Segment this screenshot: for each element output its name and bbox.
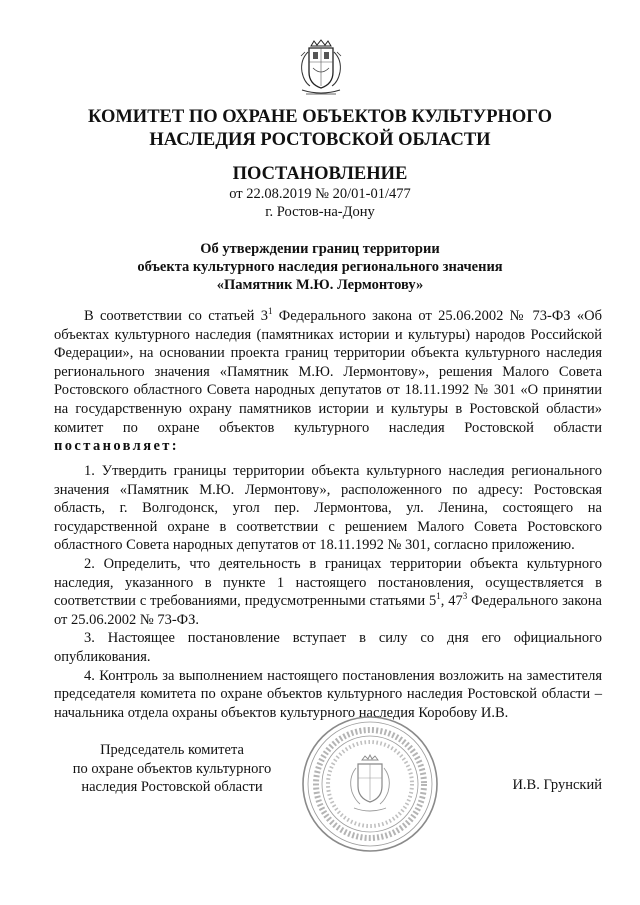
preamble	[54, 307, 602, 456]
subject-line2: объекта культурного наследия регионального значения	[137, 259, 503, 275]
item2-superscript-1: 1	[436, 591, 441, 602]
item2-text-c: Федерального закона от 25.06.2002 № 73-ФЗ.	[54, 593, 602, 628]
document-meta	[0, 185, 640, 221]
preamble-text-main: Федерального закона от 25.06.2002 № 73-ФЗ «Об объектах культурного наследия (памятниках истории и культуры) народов Российской Федерации», на основании проекта границ территории объекта культурного наследия регионального значения «Памятник М.Ю. Лермонтову», решения Малого Совета Ростовского областного Совета народных депутатов от 18.11.1992 № 301 «О принятии на государственную охрану памятников истории и культуры в Ростовской области» комитет по охране объектов культурного наследия Ростовской области	[54, 308, 602, 436]
preamble-superscript: 1	[267, 306, 273, 317]
signatory-name: И.В. Грунский	[512, 777, 602, 793]
signatory-position-line3: наследия Ростовской области	[81, 779, 263, 796]
organization-name	[0, 106, 640, 152]
resolves-word: постановляет:	[54, 438, 180, 455]
rostov-oblast-coat-of-arms-icon	[296, 38, 346, 100]
subject-line1: Об утверждении границ территории	[200, 241, 440, 257]
decree-items	[54, 462, 602, 722]
decree-item-4: 4. Контроль за выполнением настоящего постановления возложить на заместителя председателя комитета по охране объектов культурного наследия Ростовской области – начальника отдела охраны объектов культурного наследия Коробову И.В.	[54, 667, 602, 721]
organization-name-line1: КОМИТЕТ ПО ОХРАНЕ ОБЪЕКТОВ КУЛЬТУРНОГО	[88, 107, 552, 127]
signatory-position	[72, 741, 272, 797]
organization-name-line2: НАСЛЕДИЯ РОСТОВСКОЙ ОБЛАСТИ	[149, 130, 491, 150]
signatory-position-line2: по охране объектов культурного	[72, 760, 272, 777]
document-type: ПОСТАНОВЛЕНИЕ	[232, 164, 408, 184]
decree-item-1: 1. Утвердить границы территории объекта культурного наследия регионального значения «Памятник М.Ю. Лермонтову», расположенного по адресу: Ростовская область, г. Волгодонск, угол пер. Лермонтова, ул. Ленина, состоящего на государственной охране в соответствии с решением Малого Совета Ростовского областного Совета народных депутатов от 18.11.1992 № 301, согласно приложению.	[54, 463, 602, 554]
official-round-seal-icon	[300, 714, 440, 854]
subject-line3: «Памятник М.Ю. Лермонтову»	[216, 277, 424, 293]
document-date-number: от 22.08.2019 № 20/01-01/477	[229, 186, 411, 202]
document-subject	[0, 240, 640, 294]
decree-item-3: 3. Настоящее постановление вступает в силу со дня его официального опубликования.	[54, 630, 602, 665]
preamble-paragraph	[54, 307, 602, 456]
document-place: г. Ростов-на-Дону	[265, 204, 375, 220]
item2-text-b: , 47	[440, 593, 463, 610]
decree-item-2	[54, 555, 602, 629]
item2-superscript-2: 3	[462, 591, 468, 602]
signatory-position-line1: Председатель комитета	[100, 742, 244, 758]
item2-text-a: 2. Определить, что деятельность в границах территории объекта культурного наследия, указанного в пункте 1 настоящего постановления, осуществляется в соответствии с требованиями, предусмотренными статьями 5	[54, 555, 602, 610]
preamble-text-start: В соответствии со статьей 3	[84, 308, 268, 324]
